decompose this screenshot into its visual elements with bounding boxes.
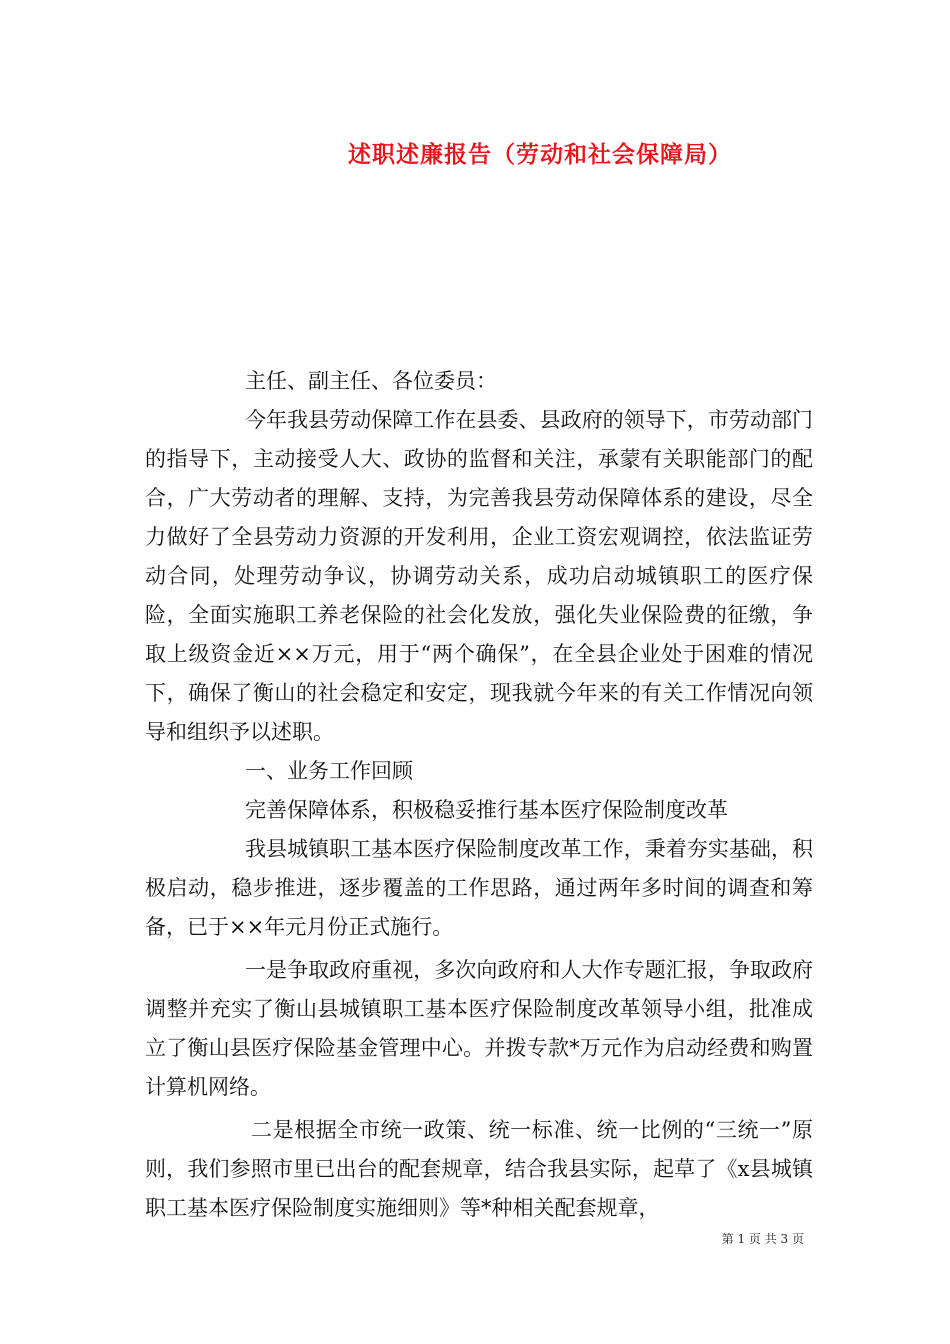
paragraph-reform: 我县城镇职工基本医疗保险制度改革工作，秉着夯实基础，积极启动，稳步推进，逐步覆盖的工作思路，通过两年多时间的调查和筹备，已于××年元月份正式施行。 [145, 837, 813, 939]
paragraph-intro: 今年我县劳动保障工作在县委、县政府的领导下，市劳动部门的指导下，主动接受人大、政协的监督和关注，承蒙有关职能部门的配合，广大劳动者的理解、支持，为完善我县劳动保障体系的建设，尽全力做好了全县劳动力资源的开发利用，企业工资宏观调控，依法监证劳动合同，处理劳动争议，协调劳动关系，成功启动城镇职工的医疗保险，全面实施职工养老保险的社会化发放，强化失业保险费的征缴，争取上级资金近××万元，用于“两个确保”，在全县企业处于困难的情况下，确保了衡山的社会稳定和安定，现我就今年来的有关工作情况向领导和组织予以述职。 [145, 408, 813, 744]
paragraph-point-one: 一是争取政府重视，多次向政府和人大作专题汇报，争取政府调整并充实了衡山县城镇职工基本医疗保险制度改革领导小组，批准成立了衡山县医疗保险基金管理中心。并拨专款*万元作为启动经费和购置计算机网络。 [145, 958, 813, 1099]
salutation: 主任、副主任、各位委员： [245, 369, 497, 393]
section-heading: 一、业务工作回顾 [245, 759, 413, 783]
paragraph-point-two: 二是根据全市统一政策、统一标准、统一比例的“三统一”原则，我们参照市里已出台的配套规章，结合我县实际，起草了《x县城镇职工基本医疗保险制度实施细则》等*种相关配套规章， [145, 1118, 813, 1220]
subsection-heading: 完善保障体系，积极稳妥推行基本医疗保险制度改革 [245, 798, 728, 822]
document-body [145, 362, 813, 1228]
page-number-footer: 第 1 页 共 3 页 [721, 1232, 804, 1246]
document-title: 述职述廉报告（劳动和社会保障局） [348, 141, 732, 168]
